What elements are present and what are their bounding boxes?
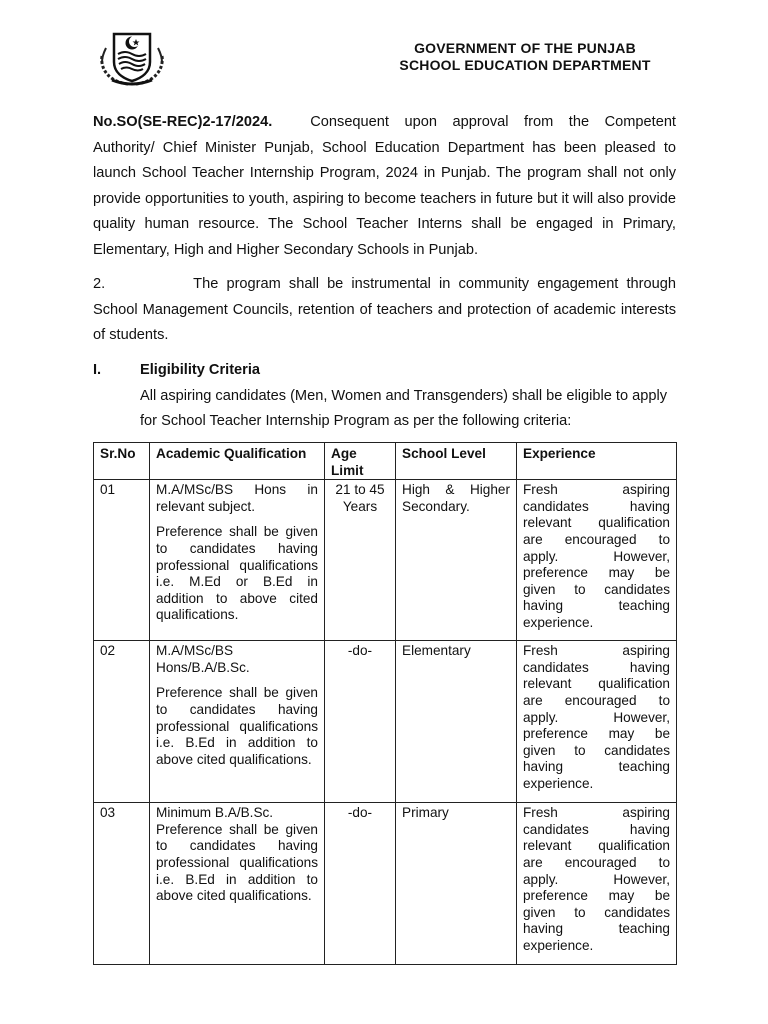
table-row [94, 803, 677, 965]
header-qualification: Academic Qualification [150, 443, 325, 480]
reference-number: No.SO(SE-REC)2-17/2024 [93, 114, 269, 130]
cell-sr: 02 [94, 641, 150, 803]
qualification-text: M.A/MSc/BS Hons/B.A/B.Sc. [156, 643, 250, 675]
table-header-row [94, 443, 677, 480]
cell-age: 21 to 45 Years [325, 480, 396, 641]
cell-experience: Fresh aspiring candidates having relevant qualification are encouraged to apply. However, preference may be given to candidates having teaching experience. [517, 803, 677, 965]
header-department: SCHOOL EDUCATION DEPARTMENT [399, 57, 651, 73]
section-number: I. [93, 362, 102, 378]
paragraph-1-text: Consequent upon approval from the Competent Authority/ Chief Minister Punjab, School Education Department has been pleased to launch School Teacher Internship Program, 2024 in Punjab. The program shall not only provide opportunities to youth, aspiring to become teachers in future but it will also provide quality human resource. The School Teacher Interns shall be engaged in Primary, Elementary, High and Higher Secondary Schools in Punjab. [93, 114, 676, 258]
cell-experience: Fresh aspiring candidates having relevant qualification are encouraged to apply. However, preference may be given to candidates having teaching experience. [517, 480, 677, 641]
header-age-limit: Age Limit [325, 443, 396, 480]
qualification-text: M.A/MSc/BS Hons in relevant subject. [156, 482, 318, 514]
cell-sr: 03 [94, 803, 150, 965]
cell-level: High & Higher Secondary. [396, 480, 517, 641]
header-school-level: School Level [396, 443, 517, 480]
paragraph-2 [93, 272, 676, 349]
preference-text: Preference shall be given to candidates having professional qualifications i.e. B.Ed in addition to above cited qualifications. [156, 685, 318, 767]
cell-qualification [150, 803, 325, 965]
cell-qualification [150, 641, 325, 803]
header-experience: Experience [517, 443, 677, 480]
qualification-text: Minimum B.A/B.Sc. [156, 805, 274, 821]
cell-level: Elementary [396, 641, 517, 803]
cell-sr: 01 [94, 480, 150, 641]
cell-level: Primary [396, 803, 517, 965]
table-row [94, 480, 677, 641]
section-heading [93, 360, 260, 380]
preference-text: Preference shall be given to candidates having professional qualifications i.e. M.Ed or B.Ed in addition to above cited qualifications. [156, 524, 318, 623]
paragraph-2-text: The program shall be instrumental in community engagement through School Management Councils, retention of teachers and protection of academic interests of students. [93, 276, 676, 343]
paragraph-2-number: 2. [93, 276, 106, 292]
cell-experience: Fresh aspiring candidates having relevant qualification are encouraged to apply. However, preference may be given to candidates having teaching experience. [517, 641, 677, 803]
table-row [94, 641, 677, 803]
document-header [360, 40, 690, 74]
preference-text: Preference shall be given to candidates having professional qualifications i.e. B.Ed in addition to above cited qualifications. [156, 821, 318, 904]
eligibility-criteria-table [93, 442, 677, 965]
header-government: GOVERNMENT OF THE PUNJAB [414, 40, 636, 56]
paragraph-1: No.SO(SE-REC)2-17/2024. Consequent upon approval from the Competent Authority/ Chief Minister Punjab, School Education Department has been pleased to launch School Teacher Internship Program, 2024 in Punjab. The program shall not only provide opportunities to youth, aspiring to become teachers in future but it will also provide quality human resource. The School Teacher Interns shall be engaged in Primary, Elementary, High and Higher Secondary Schools in Punjab. [93, 114, 676, 258]
section-intro: All aspiring candidates (Men, Women and Transgenders) shall be eligible to apply for School Teacher Internship Program as per the following criteria: [140, 388, 668, 429]
cell-age: -do- [325, 803, 396, 965]
cell-qualification [150, 480, 325, 641]
section-title: Eligibility Criteria [140, 362, 261, 378]
government-emblem-icon [92, 26, 172, 88]
cell-age: -do- [325, 641, 396, 803]
header-sr-no: Sr.No [94, 443, 150, 480]
